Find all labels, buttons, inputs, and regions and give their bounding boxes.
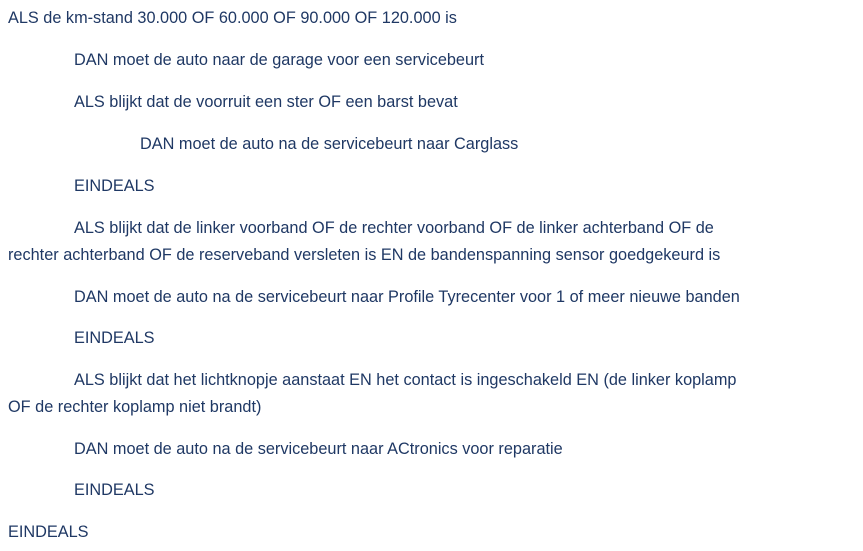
rule-line: EINDEALS: [74, 177, 155, 195]
rule-line: DAN moet de auto naar de garage voor een servicebeurt: [74, 51, 484, 69]
rule-line: ALS blijkt dat het lichtknopje aanstaat EN het contact is ingeschakeld EN (de linker koplamp: [74, 371, 737, 389]
rule-line: DAN moet de auto na de servicebeurt naar Profile Tyrecenter voor 1 of meer nieuwe banden: [74, 288, 740, 306]
rule-line: EINDEALS: [74, 329, 155, 347]
rule-line: rechter achterband OF de reserveband versleten is EN de bandenspanning sensor goedgekeurd is: [8, 246, 721, 264]
rule-line: EINDEALS: [74, 481, 155, 499]
rule-line: ALS blijkt dat de voorruit een ster OF een barst bevat: [74, 93, 458, 111]
rule-line: DAN moet de auto na de servicebeurt naar ACtronics voor reparatie: [74, 440, 563, 458]
rule-line: ALS blijkt dat de linker voorband OF de rechter voorband OF de linker achterband OF de: [74, 219, 714, 237]
rule-line: EINDEALS: [8, 523, 89, 541]
rule-line: DAN moet de auto na de servicebeurt naar Carglass: [140, 135, 519, 153]
rule-line: OF de rechter koplamp niet brandt): [8, 398, 262, 416]
rule-line: ALS de km-stand 30.000 OF 60.000 OF 90.000 OF 120.000 is: [8, 9, 457, 27]
